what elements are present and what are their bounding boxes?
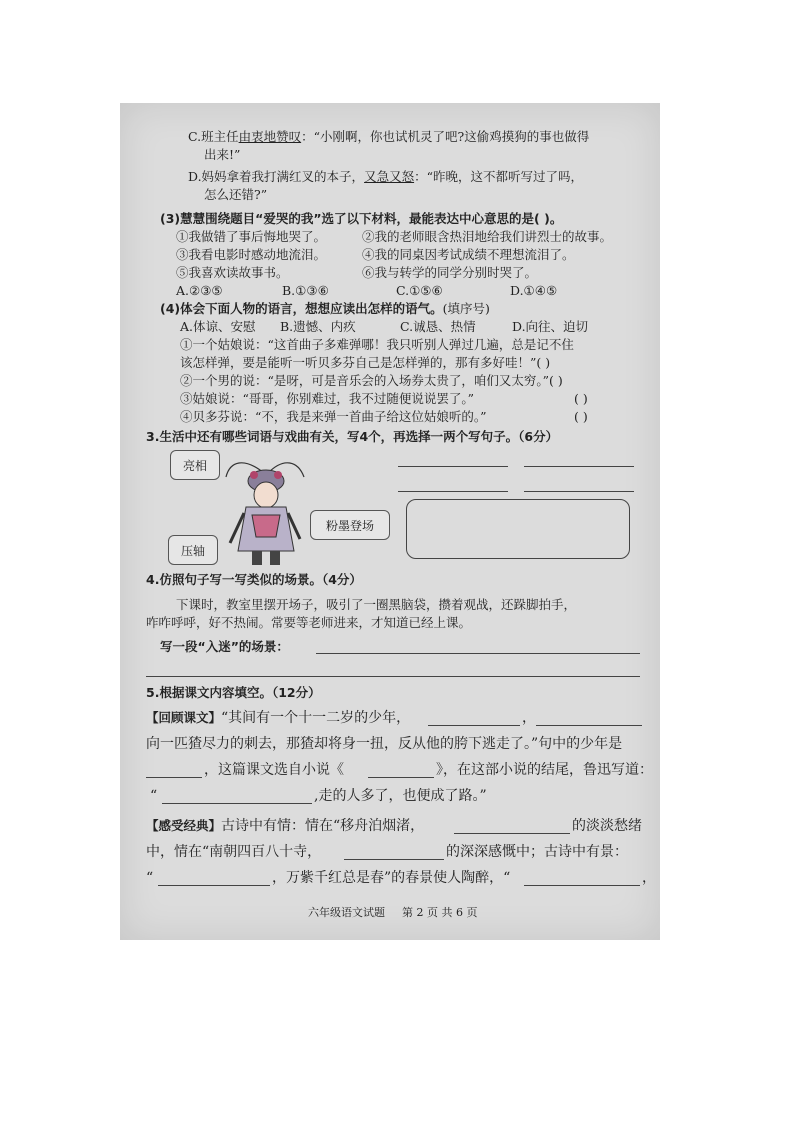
- word-blank-3[interactable]: [398, 491, 508, 492]
- option-d: D.①④⑤: [510, 283, 558, 298]
- option-a: A.②③⑤: [176, 283, 223, 298]
- word-box-fenmo-dengchang: 粉墨登场: [310, 510, 390, 540]
- blank-poem-1[interactable]: [454, 833, 570, 834]
- option-b: B.①③⑥: [282, 283, 329, 298]
- word-blank-4[interactable]: [524, 491, 634, 492]
- model-sentence-line-1: 下课时，教室里摆开场子，吸引了一圈黑脑袋，攒着观战，还跺脚拍手，: [176, 597, 577, 612]
- classic-line-1b: 的淡淡愁绪: [572, 818, 642, 834]
- blank-lu-xun-quote[interactable]: [162, 803, 312, 804]
- model-sentence-line-2: 咋咋呼呼，好不热闹。常要等老师进来，才知道已经上课。: [146, 615, 472, 630]
- word-box-liangxiang: 亮相: [170, 450, 220, 480]
- classic-line-2b: 的深深感慨中；古诗中有景：: [446, 844, 628, 860]
- tone-option-d: D.向往、迫切: [512, 319, 589, 334]
- blank-poem-4[interactable]: [524, 885, 640, 886]
- classic-line-1: 【感受经典】古诗中有情：情在“移舟泊烟渚，: [146, 818, 425, 834]
- material-1: ①我做错了事后悔地哭了。: [176, 229, 327, 244]
- review-line-1: 【回顾课文】“其间有一个十一二岁的少年，: [146, 710, 411, 726]
- sentence-3: ③姑娘说：“哥哥，你别难过，我不过随便说说罢了。”: [180, 391, 475, 406]
- review-comma: ，: [522, 710, 536, 726]
- answer-paren-3[interactable]: ( ): [574, 391, 588, 406]
- blank-novel-title[interactable]: [368, 777, 434, 778]
- word-box-yazhou: 压轴: [168, 535, 218, 565]
- blank-r1a[interactable]: [428, 725, 520, 726]
- exam-page: [120, 103, 660, 940]
- material-5: ⑤我喜欢读故事书。: [176, 265, 289, 280]
- tone-option-a: A.体谅、安慰: [180, 319, 256, 334]
- question-4-stem: (4)体会下面人物的语言，想想应读出怎样的语气。(填序号): [160, 301, 490, 316]
- write-prompt: 写一段“入迷”的场景：: [160, 639, 289, 654]
- classic-line-3a: “: [146, 870, 154, 886]
- tone-option-c: C.诚恳、热情: [400, 319, 476, 334]
- section-3-title: 3.生活中还有哪些词语与戏曲有关，写4个，再选择一两个写句子。（6分）: [146, 429, 559, 444]
- option-c: C.班主任由衷地赞叹：“小刚啊，你也试机灵了吧?这偷鸡摸狗的事也做得: [188, 129, 590, 144]
- review-line-4a: “: [150, 788, 158, 804]
- classic-line-3b: ，万紫千红总是春”的春景使人陶醉，“: [272, 870, 511, 886]
- material-3: ③我看电影时感动地流泪。: [176, 247, 327, 262]
- sentence-2: ②一个男的说：“是呀，可是音乐会的入场券太贵了，咱们又太穷。”( ): [180, 373, 563, 388]
- question-3-stem: (3)慧慧围绕题目“爱哭的我”选了以下材料，最能表达中心意思的是( )。: [160, 211, 563, 226]
- option-c: C.①⑤⑥: [396, 283, 443, 298]
- option-d-cont: 怎么还错?”: [204, 187, 268, 202]
- section-5-title: 5.根据课文内容填空。（12分）: [146, 685, 321, 700]
- footer-subject: 六年级语文试题: [308, 906, 385, 919]
- blank-r1b[interactable]: [536, 725, 642, 726]
- classic-line-2: 中，情在“南朝四百八十寺，: [146, 844, 322, 860]
- review-line-3a: ，这篇课文选自小说《: [204, 762, 344, 778]
- option-d: D.妈妈拿着我打满红叉的本子，又急又怒：“昨晚，这不都听写过了吗，: [188, 169, 583, 184]
- sentence-1-cont: 该怎样弹，要是能听一听贝多芬自己是怎样弹的，那有多好哇！”( ): [180, 355, 551, 370]
- material-4: ④我的同桌因考试成绩不理想流泪了。: [362, 247, 575, 262]
- word-blank-1[interactable]: [398, 466, 508, 467]
- tone-option-b: B.遗憾、内疚: [280, 319, 356, 334]
- write-line-2[interactable]: [146, 676, 640, 677]
- word-blank-2[interactable]: [524, 466, 634, 467]
- review-line-3b: 》，在这部小说的结尾，鲁迅写道：: [436, 762, 653, 778]
- answer-paren-4[interactable]: ( ): [574, 409, 588, 424]
- footer-page-number: 第 2 页 共 6 页: [402, 906, 478, 919]
- sentence-writing-box[interactable]: [406, 499, 630, 559]
- classic-line-3c: ，: [642, 870, 656, 886]
- section-4-title: 4.仿照句子写一写类似的场景。（4分）: [146, 572, 362, 587]
- blank-poem-2[interactable]: [344, 859, 444, 860]
- sentence-4: ④贝多芬说：“不，我是来弹一首曲子给这位姑娘听的。”: [180, 409, 487, 424]
- material-6: ⑥我与转学的同学分别时哭了。: [362, 265, 538, 280]
- sentence-1: ①一个姑娘说：“这首曲子多难弹哪！我只听别人弹过几遍，总是记不住: [180, 337, 574, 352]
- material-2: ②我的老师眼含热泪地给我们讲烈士的故事。: [362, 229, 613, 244]
- blank-poem-3[interactable]: [158, 885, 270, 886]
- review-line-4b: ,走的人多了，也便成了路。”: [314, 788, 487, 804]
- opera-figure-illustration: [224, 455, 306, 567]
- review-line-2: 向一匹猹尽力的刺去，那猹却将身一扭，反从他的胯下逃走了。”句中的少年是: [146, 736, 623, 752]
- write-line-1[interactable]: [316, 653, 640, 654]
- blank-boy-name[interactable]: [146, 777, 202, 778]
- option-c-cont: 出来!”: [204, 147, 241, 162]
